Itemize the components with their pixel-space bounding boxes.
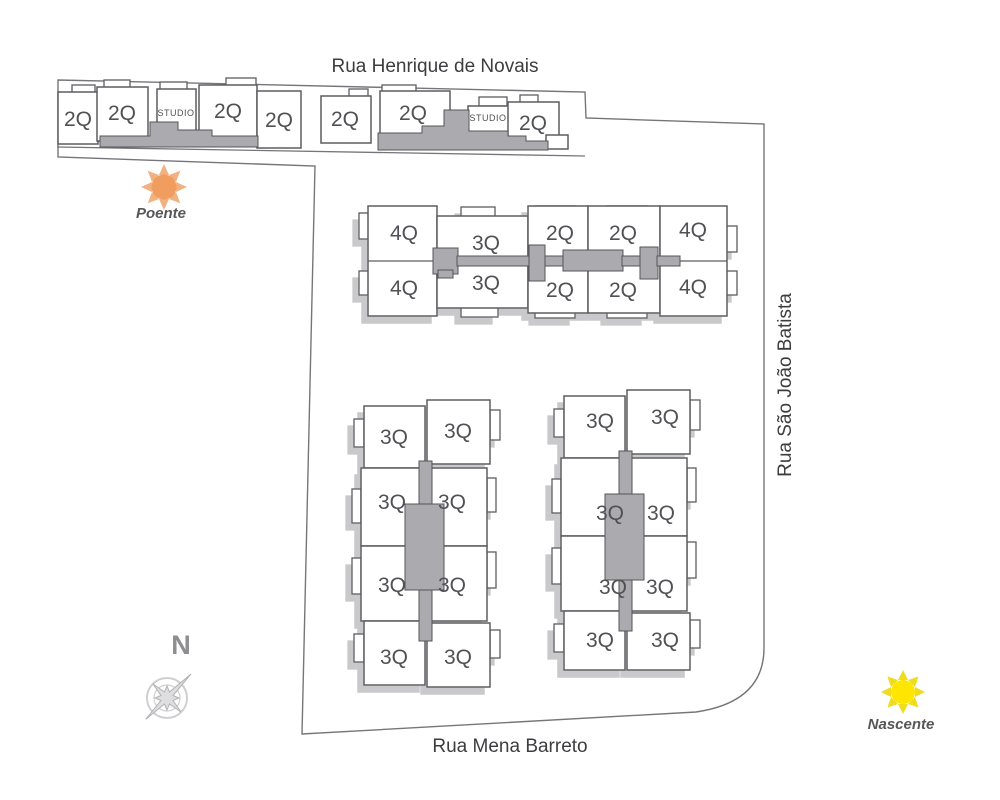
sun-ray <box>915 687 925 697</box>
unit-label: 3Q <box>585 629 615 652</box>
unit-tab <box>554 624 564 652</box>
unit-label: 4Q <box>389 277 419 300</box>
compass-rose-icon <box>146 674 191 719</box>
unit-tab <box>552 548 561 584</box>
unit-label: STUDIO <box>469 113 507 123</box>
unit-label: 4Q <box>678 276 708 299</box>
unit-label: 2Q <box>107 102 137 125</box>
street-label-east: Rua São João Batista <box>775 293 796 477</box>
unit-tab <box>554 409 564 437</box>
unit-tab <box>354 634 364 662</box>
corridor-bar <box>545 256 564 266</box>
sun-ray <box>898 670 908 680</box>
unit-label: 3Q <box>471 232 501 255</box>
building-strip-north-group2 <box>321 85 568 150</box>
sun-icon <box>152 175 177 200</box>
building-west-tower <box>352 400 500 687</box>
unit-label: 3Q <box>377 491 407 514</box>
unit-label: 4Q <box>678 219 708 242</box>
corridor-bar <box>657 256 680 266</box>
unit-tab <box>479 97 507 106</box>
unit-tab <box>352 558 361 594</box>
sun-west <box>141 164 187 210</box>
unit-label: 3Q <box>585 410 615 433</box>
unit-label: STUDIO <box>157 108 195 118</box>
unit-label: 3Q <box>443 646 473 669</box>
unit-label: 3Q <box>437 491 467 514</box>
corridor-bar <box>457 256 531 266</box>
unit-tab <box>354 419 364 447</box>
unit-label: 2Q <box>608 222 638 245</box>
sun-ray <box>141 182 152 192</box>
compass-north-label: N <box>171 630 191 660</box>
unit-tab <box>352 489 361 523</box>
unit-tab <box>690 620 700 648</box>
corridor-node <box>529 245 545 281</box>
building-center-block <box>359 206 737 318</box>
unit-label: 3Q <box>443 420 473 443</box>
sun-ray <box>881 687 891 697</box>
corridor-bar <box>622 256 641 266</box>
unit-tab <box>490 410 500 440</box>
unit-label: 2Q <box>63 108 93 131</box>
unit-label: 3Q <box>646 502 676 525</box>
unit-label: 3Q <box>645 576 675 599</box>
unit-label: 2Q <box>213 100 243 123</box>
sun-ray <box>176 182 187 192</box>
east-orientation-label: Nascente <box>867 716 935 733</box>
unit-label: 3Q <box>650 406 680 429</box>
unit-label: 2Q <box>518 112 548 135</box>
building-east-tower <box>552 390 700 670</box>
compass-star <box>146 674 191 719</box>
unit-label: 2Q <box>545 279 575 302</box>
unit-tab <box>552 479 561 513</box>
unit-label: 3Q <box>595 502 625 525</box>
sun-icon <box>891 680 915 704</box>
unit-label: 4Q <box>389 222 419 245</box>
street-label-north: Rua Henrique de Novais <box>331 56 539 77</box>
corridor-node <box>438 270 453 278</box>
unit-label: 2Q <box>264 109 294 132</box>
unit-tab <box>487 552 496 588</box>
unit-label: 2Q <box>330 108 360 131</box>
sun-ray <box>159 164 169 175</box>
sun-east <box>881 670 925 714</box>
unit-label: 2Q <box>608 279 638 302</box>
unit-tab <box>487 478 496 512</box>
unit-label: 3Q <box>598 576 628 599</box>
unit-label: 3Q <box>377 574 407 597</box>
unit-footprint <box>546 135 568 149</box>
unit-label: 3Q <box>437 574 467 597</box>
unit-label: 2Q <box>545 222 575 245</box>
unit-label: 2Q <box>398 102 428 125</box>
west-orientation-label: Poente <box>135 205 187 222</box>
unit-tab <box>690 400 700 430</box>
corridor-node <box>640 247 658 279</box>
sun-ray <box>898 704 908 714</box>
unit-label: 3Q <box>650 629 680 652</box>
building-strip-north-group1 <box>58 78 301 148</box>
unit-tab <box>687 468 696 502</box>
unit-tab <box>490 630 500 658</box>
unit-label: 3Q <box>471 272 501 295</box>
unit-label: 3Q <box>379 426 409 449</box>
unit-tab <box>687 542 696 578</box>
unit-label: 3Q <box>379 646 409 669</box>
street-label-south: Rua Mena Barreto <box>432 736 588 757</box>
corridor-bar <box>563 250 623 271</box>
